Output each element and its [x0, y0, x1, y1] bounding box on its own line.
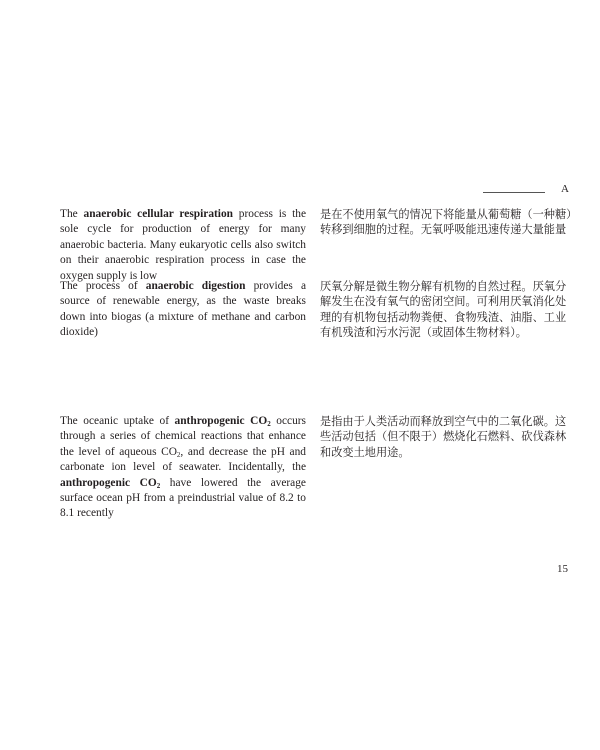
entry-chinese-text: 是在不使用氧气的情况下将能量从葡萄糖（一种糖）转移到细胞的过程。无氧呼吸能迅速传递大量能量: [320, 208, 572, 237]
section-letter: A: [561, 183, 569, 195]
entry-chinese-text: 是指由于人类活动而释放到空气中的二氧化碳。这些活动包括（但不限于）燃烧化石燃料、砍伐森林和改变土地用途。: [320, 415, 567, 459]
entry-chinese-text: 厌氧分解是微生物分解有机物的自然过程。厌氧分解发生在没有氧气的密闭空间。可利用厌氧消化处理的有机物包括动物粪便、食物残渣、油脂、工业有机残渣和污水污泥（或固体生物材料）。: [320, 280, 567, 340]
page-number: 15: [557, 563, 568, 575]
entry-english-text: The anaerobic cellular respiration process is the sole cycle for production of energy for many anaerobic bacteria. Many eukaryotic cells also switch on their anaerobic respiration process in case the oxygen supply is low: [60, 208, 307, 282]
header-rule: [483, 192, 545, 193]
entry-term: anaerobic digestion: [145, 280, 246, 292]
entry-term: anthropogenic $CO_2$: [174, 415, 271, 428]
entry-english-text: The oceanic uptake of anthropogenic $CO_2$ occurs through a series of chemical reactions that enhance the level of aqueous $CO_2$, and decrease the pH and carbonate ion level of seawater. Incidentally, the anthropogenic $CO_2$ have lowered the average surface ocean pH from a preindustrial value of 8.2 to 8.1 recently: [60, 415, 306, 520]
entry-term-repeat: anthropogenic $CO_2$: [60, 476, 161, 490]
entry-english-text: The process of anaerobic digestion provides a source of renewable energy, as the waste breaks down into biogas (a mixture of methane and carbon dioxide): [60, 280, 306, 339]
entry-term: anaerobic cellular respiration: [83, 208, 233, 220]
